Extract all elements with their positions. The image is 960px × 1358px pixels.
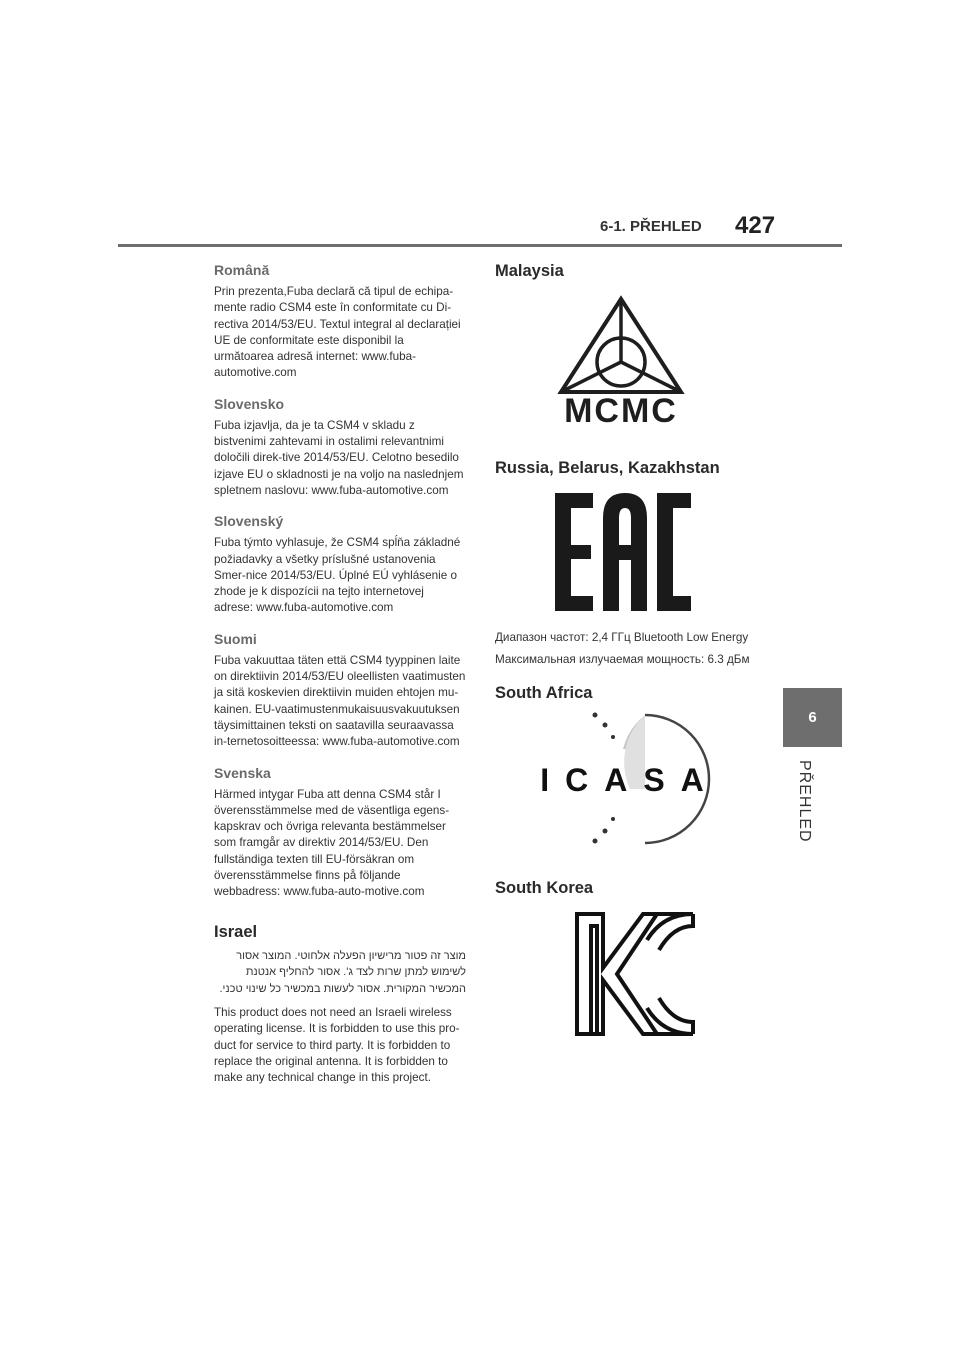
chapter-tab[interactable] (783, 688, 842, 747)
hebrew-notice: מוצר זה פטור מרישיון הפעלה אלחוטי. המוצר אסור לשימוש למתן שרות לצד ג'. אסור להחליף אנטנת המכשיר המקורית. אסור לעשות במכשיר כל שינוי טכני. (219, 949, 466, 995)
russia-heading: Russia, Belarus, Kazakhstan (495, 459, 720, 477)
section-heading: Suomi (214, 630, 257, 647)
mcmc-logo-text: MCMC (564, 392, 678, 429)
mcmc-logo (495, 289, 765, 429)
kc-logo (495, 910, 765, 1050)
section-svenska (214, 765, 466, 901)
russia-frequency: Диапазон частот: 2,4 ГГц Bluetooth Low Energy (495, 631, 749, 644)
eac-logo (495, 488, 765, 618)
chapter-side-label: PŘEHLED (796, 760, 813, 843)
english-notice: This product does not need an Israeli wireless operating license. It is forbidden to use this pro-duct for service to third party. It is forbidden to replace the original antenna. It is forbidden to make any technical change in this project. (214, 1006, 460, 1085)
section-heading: Slovenský (214, 513, 284, 530)
section-heading: Svenska (214, 764, 271, 781)
right-column (495, 262, 765, 1050)
section-body: Fuba izjavlja, da je ta CSM4 v skladu z bistvenimi zahtevami in ostalimi relevantnimi določili direk-tive 2014/53/EU. Celotno besedilo izjave EU o skladnosti je na voljo na naslednjem spletnem naslovu: www.fuba-automotive.com (214, 418, 464, 497)
section-slovensko (214, 396, 466, 499)
section-heading: Slovensko (214, 395, 285, 412)
section-slovensky (214, 513, 466, 616)
section-romana (214, 262, 466, 382)
russia-power: Максимальная излучаемая мощность: 6.3 дБм (495, 653, 750, 666)
icasa-logo (495, 709, 765, 849)
header-rule (118, 244, 842, 247)
south-africa-heading: South Africa (495, 684, 593, 702)
section-body: Härmed intygar Fuba att denna CSM4 står I överensstämmelse med de väsentliga egens-kapskrav och övriga relevanta bestämmelser som framgår av direktiv 2014/53/EU. Den fullständiga texten till EU-försäkran om överensstämmelse finns på följande webbadress: www.fuba-auto-motive.com (214, 787, 450, 899)
chapter-number: 6 (808, 709, 817, 726)
section-heading: Israel (214, 922, 258, 941)
left-column (214, 262, 466, 1101)
header-section-title: 6-1. PŘEHLED (600, 218, 702, 235)
section-body: Fuba vakuuttaa täten että CSM4 tyyppinen laite on direktiivin 2014/53/EU oleellisten vaatimusten ja sitä koskevien direktiivin muiden ehtojen mu-kainen. EU-vaatimustenmukaisuusvakuutuksen täysimittainen teksti on saatavilla seuraavassa in-ternetosoitteessa: www.fuba-automotive.com (214, 653, 466, 749)
section-body: Fuba týmto vyhlasuje, že CSM4 spĺňa základné požiadavky a všetky príslušné ustanovenia Smer-nice 2014/53/EU. Úplné EÚ vyhlásenie o zhode je k dispozícii na tejto internetovej adrese: www.fuba-automotive.com (214, 536, 461, 615)
section-heading: Română (214, 262, 270, 278)
section-body: Prin prezenta,Fuba declară că tipul de echipa-mente radio CSM4 este în conformitate cu Di-rectiva 2014/53/EU. Textul integral al declarației UE de conformitate este disponibil la următoarea adresă internet: www.fuba-automotive.com (214, 285, 461, 380)
south-korea-heading: South Korea (495, 879, 594, 897)
icasa-logo-text: ICASA (540, 762, 720, 798)
malaysia-heading: Malaysia (495, 262, 564, 280)
section-israel (214, 923, 466, 1087)
section-suomi (214, 631, 466, 751)
page-number: 427 (735, 212, 776, 239)
